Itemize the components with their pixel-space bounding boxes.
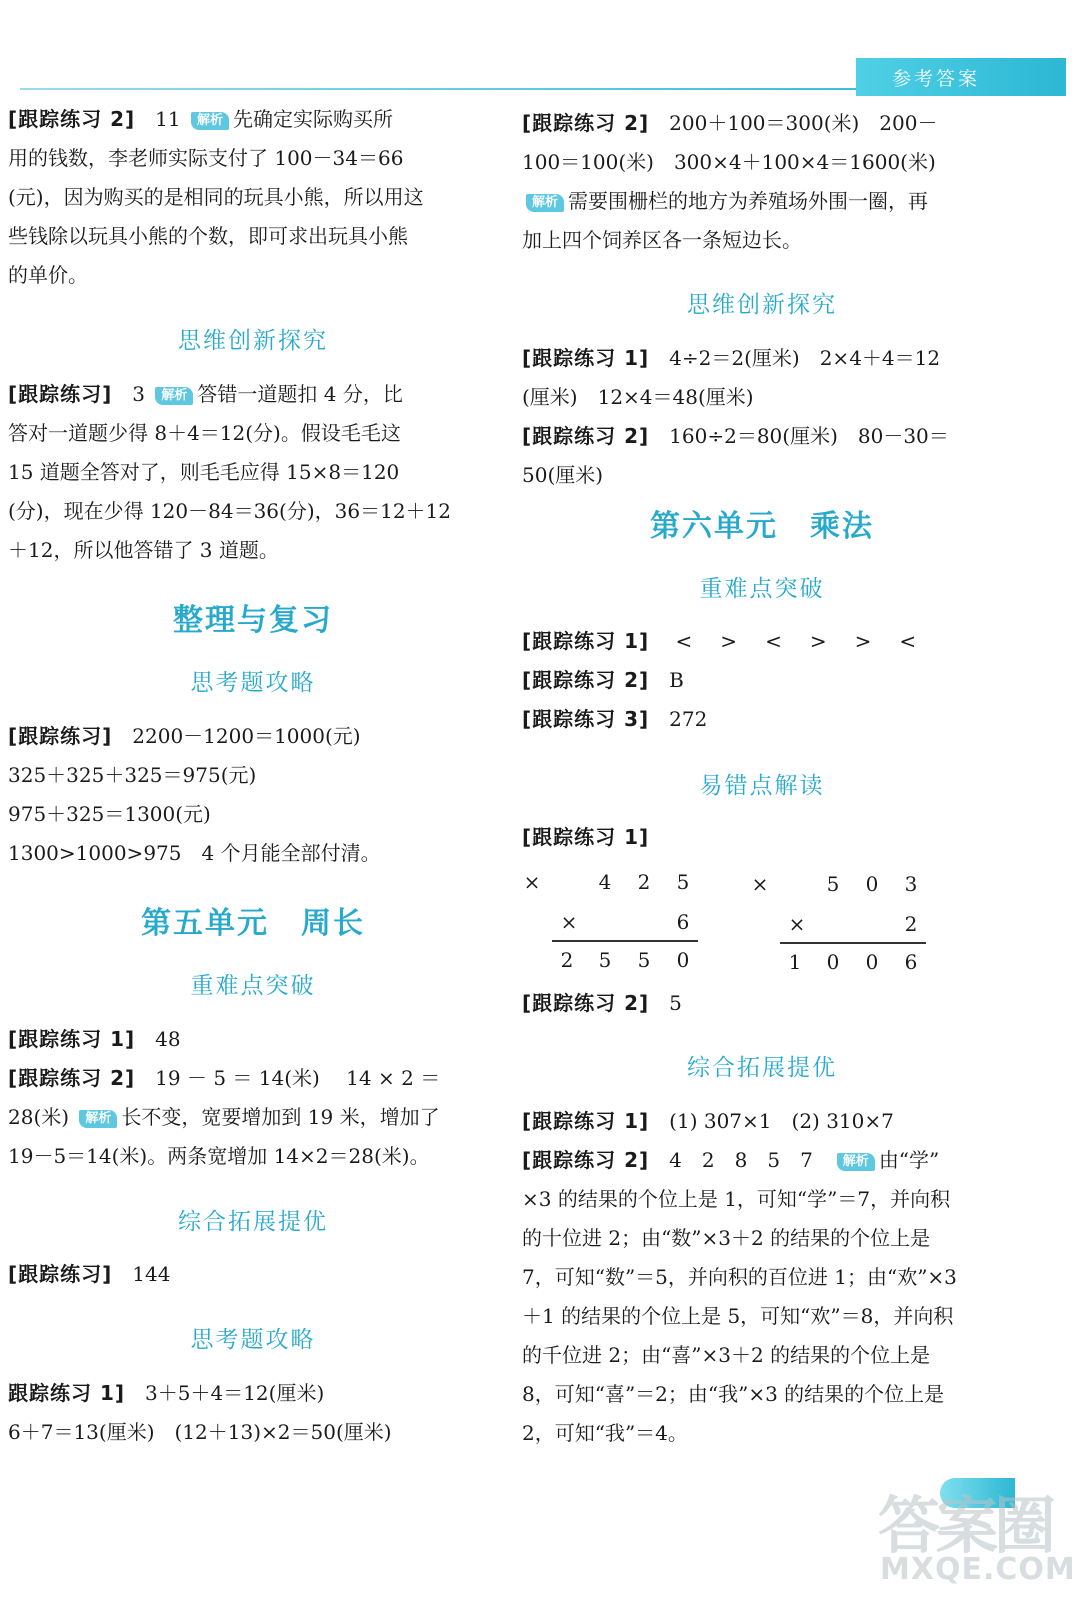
answer-value: 4 2 8 5 7: [669, 1148, 813, 1172]
wrong-mark: ×: [751, 872, 769, 896]
text-line: 的千位进 2；由“喜”×3＋2 的结果的个位上是: [522, 1343, 931, 1367]
text-line: (元)，因为购买的是相同的玩具小熊，所以用这: [8, 185, 424, 209]
digit: 5: [676, 870, 690, 894]
answer-block-extension: [522, 1102, 1002, 1453]
analysis-badge: 解析: [526, 194, 564, 212]
practice-tag: [跟踪练习]: [8, 1262, 113, 1286]
watermark-logo: [870, 1472, 1076, 1590]
text-line: 19 － 5 ＝ 14(米) 14 × 2 ＝: [155, 1066, 441, 1090]
compare-symbol: >: [809, 629, 827, 653]
practice-tag: [跟踪练习 1]: [522, 629, 650, 653]
practice-tag: [跟踪练习 3]: [522, 707, 650, 731]
vertical-multiplication-1: [522, 870, 712, 990]
text-line: 2200－1200＝1000(元): [132, 724, 361, 748]
practice-tag: [跟踪练习]: [8, 382, 113, 406]
answer-value: 272: [669, 707, 708, 731]
wrong-mark: ×: [523, 870, 541, 894]
text-line: 28(米): [8, 1105, 70, 1129]
text-line: ＋12，所以他答错了 3 道题。: [8, 538, 279, 562]
digit: 5: [826, 872, 840, 896]
text-line: 3＋5＋4＝12(厘米): [145, 1381, 325, 1405]
text-line: ×3 的结果的个位上是 1，可知“学”＝7，并向积: [522, 1187, 951, 1211]
section-heading: 思维创新探究: [687, 292, 837, 318]
practice-tag: [跟踪练习 2]: [522, 111, 650, 135]
text-line: 100＝100(米) 300×4＋100×4＝1600(米): [522, 150, 936, 174]
answer-value: 11: [155, 107, 181, 131]
text-line: 975＋325＝1300(元): [8, 802, 211, 826]
digit: 0: [676, 948, 690, 972]
digit: 4: [598, 870, 612, 894]
text-line: 由“学”: [878, 1148, 940, 1172]
unit-heading: 第五单元 周长: [141, 906, 365, 941]
analysis-badge: 解析: [191, 112, 229, 130]
calc-rule: [780, 942, 926, 944]
answer-block-practice-1: [8, 1374, 498, 1452]
text-line: 6＋7＝13(厘米) (12＋13)×2＝50(厘米): [8, 1420, 392, 1444]
answer-value: 48: [155, 1027, 181, 1051]
practice-tag: [跟踪练习 2]: [522, 1148, 650, 1172]
text-line: 用的钱数，李老师实际支付了 100－34＝66: [8, 146, 404, 170]
section-heading: 思考题攻略: [190, 1327, 316, 1353]
calc-rule: [552, 940, 698, 942]
digit: 2: [560, 948, 574, 972]
compare-symbol: >: [854, 629, 872, 653]
practice-tag: [跟踪练习 2]: [522, 991, 650, 1015]
compare-symbol: <: [765, 629, 782, 653]
header-rule: [20, 88, 860, 90]
answer-block-unit6: [522, 622, 1002, 739]
tab-label: 参考答案: [892, 67, 981, 90]
watermark-url: MXQE.COM: [880, 1552, 1076, 1587]
answer-block-practice: [8, 717, 498, 873]
text-line: 答对一道题少得 8＋4＝12(分)。假设毛毛这: [8, 421, 401, 445]
answer-block-practice: [8, 375, 498, 570]
text-line: (1) 307×1 (2) 310×7: [669, 1109, 894, 1133]
answer-block-unit5: [8, 1020, 498, 1176]
analysis-badge: 解析: [79, 1110, 117, 1128]
section-heading: 重难点突破: [699, 576, 825, 602]
practice-tag: [跟踪练习 2]: [8, 1066, 136, 1090]
text-line: 2，可知“我”＝4。: [522, 1421, 688, 1445]
practice-tag: [跟踪练习 1]: [522, 346, 650, 370]
answer-value: 5: [669, 991, 682, 1015]
digit: 6: [904, 950, 918, 974]
text-line: 4÷2＝2(厘米) 2×4＋4＝12: [669, 346, 941, 370]
section-heading: 思考题攻略: [190, 670, 316, 696]
answer-value: 144: [132, 1262, 171, 1286]
text-line: 50(厘米): [522, 463, 604, 487]
digit: 0: [865, 950, 879, 974]
practice-tag: [跟踪练习 2]: [8, 107, 136, 131]
multiply-sign: ×: [788, 912, 806, 936]
digit: 5: [598, 948, 612, 972]
text-line: 长不变，宽要增加到 19 米，增加了: [121, 1105, 440, 1129]
digit: 0: [865, 872, 879, 896]
practice-tag: [跟踪练习 1]: [8, 1027, 136, 1051]
text-line: 先确定实际购买所: [233, 107, 393, 131]
text-line: 325＋325＋325＝975(元): [8, 763, 257, 787]
practice-tag: [跟踪练习]: [8, 724, 113, 748]
answer-value: 3: [132, 382, 146, 406]
practice-tag: [跟踪练习 2]: [522, 424, 650, 448]
text-line: 的单价。: [8, 263, 88, 287]
unit-heading: 整理与复习: [173, 603, 333, 638]
practice-tag: [跟踪练习 1]: [522, 825, 650, 849]
answer-block-thinking: [522, 339, 1002, 495]
vertical-multiplication-2: [750, 872, 940, 992]
text-line: 答错一道题扣 4 分，比: [197, 382, 403, 406]
answer-block-practice-2: [8, 100, 498, 295]
answer-block-practice: [8, 1255, 498, 1294]
text-line: ＋1 的结果的个位上是 5，可知“欢”＝8，并向积: [522, 1304, 954, 1328]
answer-section-tab: [856, 58, 1066, 96]
digit: 3: [904, 872, 918, 896]
practice-tag: 跟踪练习 1]: [8, 1381, 126, 1405]
unit-heading: 第六单元 乘法: [650, 509, 874, 544]
digit: 2: [904, 912, 918, 936]
practice-tag: [跟踪练习 1]: [522, 1109, 650, 1133]
practice-tag: [跟踪练习 2]: [522, 668, 650, 692]
text-line: 19－5＝14(米)。两条宽增加 14×2＝28(米)。: [8, 1144, 430, 1168]
answer-block-practice-2: [522, 984, 1002, 1023]
text-line: 1300>1000>975 4 个月能全部付清。: [8, 841, 381, 865]
digit: 1: [788, 950, 802, 974]
compare-symbol: >: [720, 629, 738, 653]
digit: 2: [637, 870, 651, 894]
watermark-text: 答案圈: [878, 1489, 1053, 1562]
section-heading: 易错点解读: [699, 773, 825, 799]
section-heading: 思维创新探究: [178, 328, 328, 354]
compare-symbol: <: [899, 629, 917, 653]
text-line: 加上四个饲养区各一条短边长。: [522, 228, 802, 252]
digit: 6: [676, 910, 690, 934]
digit: 0: [826, 950, 840, 974]
text-line: (厘米) 12×4＝48(厘米): [522, 385, 754, 409]
multiply-sign: ×: [560, 910, 578, 934]
text-line: 200＋100＝300(米) 200－: [669, 111, 938, 135]
answer-value: B: [669, 668, 684, 692]
text-line: (分)，现在少得 120－84＝36(分)，36＝12＋12: [8, 499, 451, 523]
text-line: 160÷2＝80(厘米) 80－30＝: [669, 424, 949, 448]
text-line: 需要围栅栏的地方为养殖场外围一圈，再: [568, 189, 929, 213]
text-line: 的十位进 2；由“数”×3＋2 的结果的个位上是: [522, 1226, 931, 1250]
analysis-badge: 解析: [837, 1153, 875, 1171]
digit: 5: [637, 948, 651, 972]
answer-block-error-analysis: [522, 818, 1002, 857]
text-line: 些钱除以玩具小熊的个数，即可求出玩具小熊: [8, 224, 408, 248]
section-heading: 重难点突破: [190, 973, 316, 999]
section-heading: 综合拓展提优: [178, 1209, 328, 1235]
text-line: 15 道题全答对了，则毛毛应得 15×8＝120: [8, 460, 400, 484]
answer-block-practice-2: [522, 104, 1002, 260]
compare-symbol: <: [675, 629, 693, 653]
section-heading: 综合拓展提优: [687, 1055, 837, 1081]
text-line: 8，可知“喜”＝2；由“我”×3 的结果的个位上是: [522, 1382, 945, 1406]
text-line: 7，可知“数”＝5，并向积的百位进 1；由“欢”×3: [522, 1265, 957, 1289]
analysis-badge: 解析: [155, 387, 193, 405]
